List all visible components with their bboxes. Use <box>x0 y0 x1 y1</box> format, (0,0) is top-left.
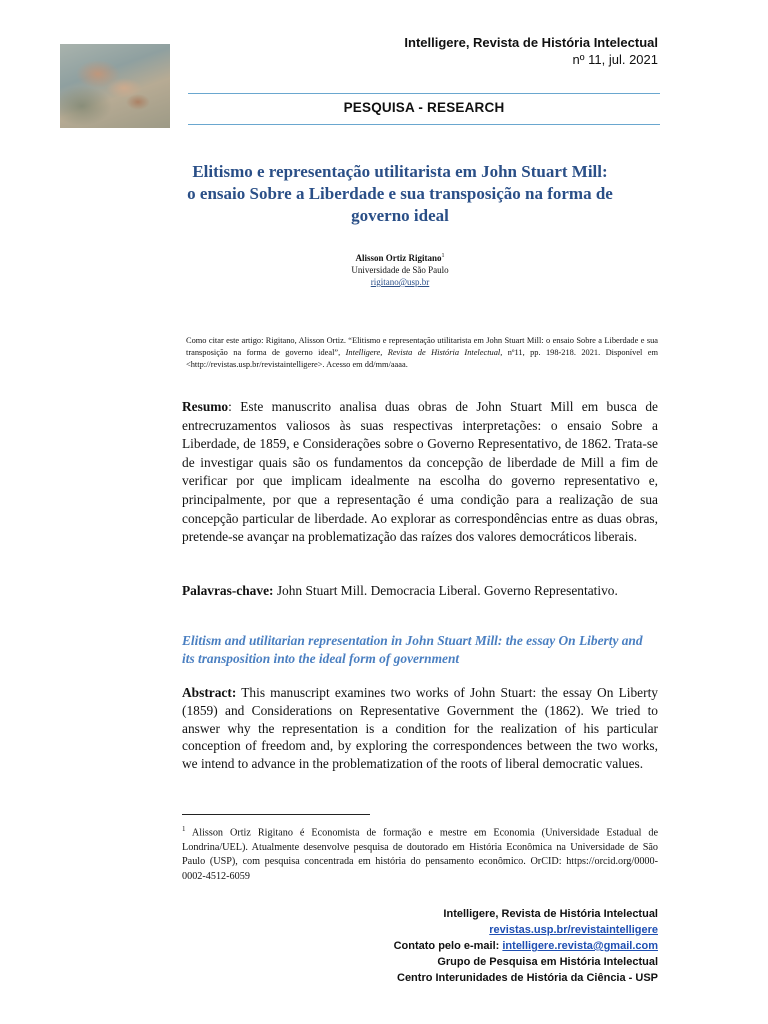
header-rule-bottom <box>188 124 660 125</box>
footer-url-link[interactable]: revistas.usp.br/revistaintelligere <box>489 924 658 936</box>
citation-suffix: , nº11, pp. 198-218. 2021. Disponível em <http://revistas.usp.br/revistaintelligere>. Acesso em dd/mm/aaaa. <box>186 348 658 369</box>
footer-journal: Intelligere, Revista de História Intelectual <box>443 908 658 920</box>
abstract-paragraph <box>182 684 658 773</box>
keywords-paragraph <box>182 582 658 601</box>
abstract-label: Abstract: <box>182 685 237 700</box>
keywords-label: Palavras-chave: <box>182 583 274 598</box>
resumo-label: Resumo <box>182 399 229 414</box>
keywords-text: John Stuart Mill. Democracia Liberal. Governo Representativo. <box>273 583 618 598</box>
author-name: Alisson Ortiz Rigitano <box>355 253 442 263</box>
footer-center: Centro Interunidades de História da Ciência - USP <box>397 972 658 984</box>
article-title <box>150 161 650 227</box>
resumo-paragraph <box>182 398 658 547</box>
footnote-rule <box>182 814 370 815</box>
footer-group: Grupo de Pesquisa em História Intelectual <box>437 956 658 968</box>
resumo-text: : Este manuscrito analisa duas obras de John Stuart Mill em busca de entrecruzamentos valiosos às suas respectivas interpretações: o ensaio Sobre a Liberdade, de 1859, e Considerações sobre o Governo Representativo, de 1862. Trata-se de investigar quais são os fundamentos da concepção de liberdade de Mill a fim de verificar por que implicam idealmente na escolha do governo representativo e, principalmente, por que a representação é uma condição para a realização de sua concepção particular de liberdade. Ao explorar as correspondências entre as duas obras, pretende-se avançar na problematização das raízes dos valores democráticos liberais. <box>182 399 658 545</box>
citation-journal: Intelligere, Revista de História Intelectual <box>345 348 501 357</box>
section-label: PESQUISA - RESEARCH <box>343 100 505 115</box>
article-title-line: governo ideal <box>351 206 449 225</box>
author-footnote-mark[interactable]: 1 <box>441 253 445 259</box>
citation-prefix: Como citar este artigo: Rigitano, Alisson Ortiz. “Elitismo e representação utilitarista em John Stuart Mill: o ensaio Sobre a Liberdade e sua transposição na forma de governo ideal”, <box>186 336 658 357</box>
footnote <box>182 822 658 884</box>
article-title-line: o ensaio Sobre a Liberdade e sua transposição na forma de <box>187 184 613 203</box>
author-block <box>300 250 500 288</box>
page-footer <box>394 906 658 986</box>
journal-title: Intelligere, Revista de História Intelectual <box>404 35 658 50</box>
issue-info: nº 11, jul. 2021 <box>572 52 658 67</box>
footnote-text: Alisson Ortiz Rigitano é Economista de formação e mestre em Economia (Universidade Estadual de Londrina/UEL). Atualmente desenvolve pesquisa de doutorado em História Econômica na Universidade de São Paulo (USP), com pesquisa concentrada em história do pensamento econômico. OrCID: https://orcid.org/0000-0002-4512-6059 <box>182 827 658 882</box>
journal-header <box>404 34 658 68</box>
abstract-text: This manuscript examines two works of John Stuart: the essay On Liberty (1859) and Considerations on Representative Government the (1862). We tried to answer why the representation is a condition for the realization of his particular conception of freedom and, by exploring the correspondences between the two works, we intend to advance in the problematization of the roots of liberal democratic values. <box>182 685 658 772</box>
author-affiliation: Universidade de São Paulo <box>351 265 449 275</box>
footnote-mark: 1 <box>182 825 186 833</box>
citation-note <box>186 335 658 371</box>
author-email-link[interactable]: rigitano@usp.br <box>370 277 430 287</box>
english-title: Elitism and utilitarian representation in John Stuart Mill: the essay On Liberty and its transposition into the ideal form of government <box>182 633 643 667</box>
footer-email-link[interactable]: intelligere.revista@gmail.com <box>502 940 658 952</box>
journal-cover-painting <box>60 44 170 128</box>
header-rule-top <box>188 93 660 94</box>
article-title-line: Elitismo e representação utilitarista em John Stuart Mill: <box>192 162 608 181</box>
footer-contact-label: Contato pelo e-mail: <box>393 940 503 952</box>
